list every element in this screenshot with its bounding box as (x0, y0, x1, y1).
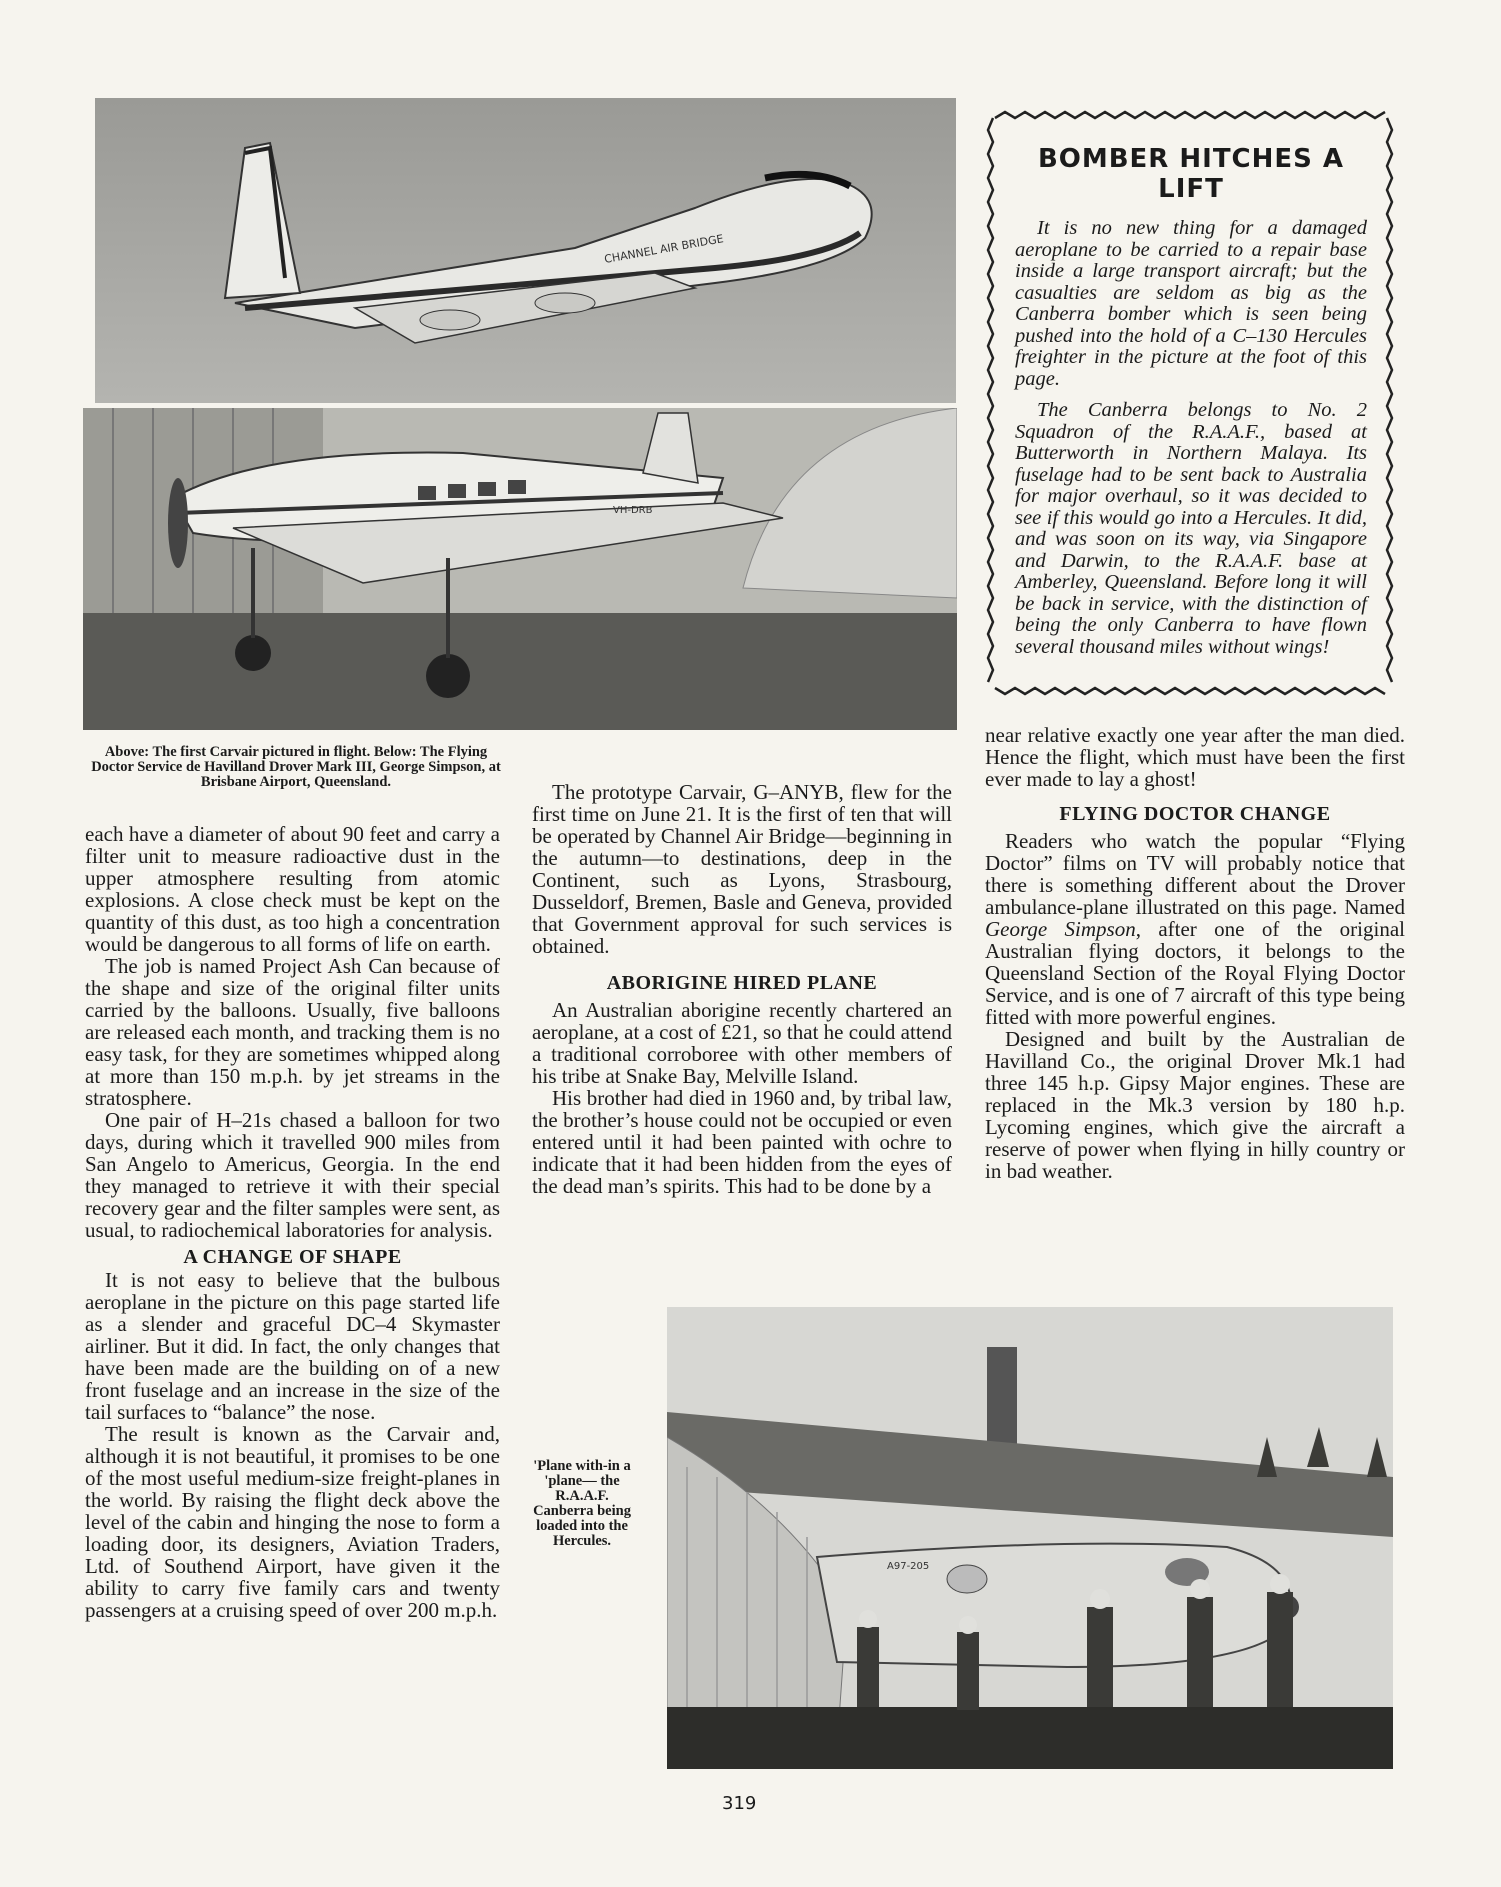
col3-paragraph (985, 830, 1405, 1028)
col2-paragraph: His brother had died in 1960 and, by tribal law, the brother’s house could not be occupied or even entered until it had been painted with ochre to indicate that it had been hidden from the eyes of the dead man’s spirits. This had to be done by a (532, 1086, 952, 1198)
hercules-photo (667, 1307, 1393, 1769)
col3-paragraph: Designed and built by the Australian de Havilland Co., the original Drover Mk.1 had three 145 h.p. Gipsy Major engines. These are replaced in the Mk.3 version by 180 h.p. Lycoming engines, which give the aircraft a reserve of power when flying in hilly country or in bad weather. (985, 1027, 1405, 1183)
drover-photo (83, 408, 957, 730)
canberra-serial: A97-205 (887, 1561, 930, 1572)
aircraft-name: George Simpson (985, 917, 1136, 941)
page-number: 319 (722, 1793, 757, 1814)
column-1 (85, 823, 500, 1621)
col3-text: , after one of the original Australian flying doctors, it belongs to the Queensland Section of the Royal Flying Doctor Service, and is one of 7 aircraft of this type being fitted with more powerful engines. (985, 917, 1406, 1029)
carvair-livery: CHANNEL AIR BRIDGE (603, 232, 725, 266)
col1-paragraph: The result is known as the Carvair and, although it is not beautiful, it promises to be one of the most useful medium-size freight-planes in the world. By raising the flight deck above the level of the cabin and hinging the nose to form a loading door, its designers, Aviation Traders, Ltd. of Southend Airport, have given it the ability to carry five family cars and twenty passengers at a cruising speed of over 200 m.p.h. (85, 1422, 500, 1622)
photo-caption-top: Above: The first Carvair pictured in flight. Below: The Flying Doctor Service de Havilland Drover Mark III, George Simpson, at Brisbane Airport, Queensland. (91, 744, 501, 790)
heading-flying-doctor-change: FLYING DOCTOR CHANGE (1059, 803, 1331, 825)
column-3 (985, 724, 1405, 1182)
col1-paragraph: The job is named Project Ash Can because of the shape and size of the original filter units carried by the balloons. Usually, five balloons are released each month, and tracking them is no easy task, for they are sometimes whipped along at more than 150 m.p.h. by jet streams in the stratosphere. (85, 954, 500, 1110)
carvair-illustration (95, 98, 956, 403)
drover-illustration (83, 408, 957, 730)
sidebar-box (985, 108, 1397, 698)
col2-paragraph: An Australian aborigine recently chartered an aeroplane, at a cost of £21, so that he could attend a traditional corroboree with other members of his tribe at Snake Bay, Melville Island. (532, 998, 952, 1088)
carvair-photo (95, 98, 956, 403)
photo-caption-hercules: 'Plane with-in a 'plane— the R.A.A.F. Canberra being loaded into the Hercules. (533, 1458, 631, 1549)
col2-paragraph: The prototype Carvair, G–ANYB, flew for the first time on June 21. It is the first of ten that will be operated by Channel Air Bridge—beginning in the autumn—to destinations, deep in the Continent, such as Lyons, Strasbourg, Dusseldorf, Bremen, Basle and Geneva, provided that Government approval for such services is obtained. (532, 780, 952, 958)
col3-text: Readers who watch the popular “Flying Doctor” films on TV will probably notice that there is something different about the Drover ambulance-plane illustrated on this page. Named (985, 829, 1405, 919)
sidebar-paragraph: The Canberra belongs to No. 2 Squadron of the R.A.A.F., based at Butterworth in Northern Malaya. Its fuselage had to be sent back to Australia for major overhaul, so it was decided to see if this would go into a Hercules. It did, and was soon on its way, via Singapore and Darwin, to the R.A.A.F. base at Amberley, Queensland. Before long it will be back in service, with the distinction of being the only Canberra to have flown several thousand miles without wings! (1015, 399, 1367, 658)
sidebar-paragraph: It is no new thing for a damaged aeroplane to be carried to a repair base inside a large transport aircraft; but the casualties are seldom as big as the Canberra bomber which is seen being pushed into the hold of a C–130 Hercules freighter in the picture at the foot of this page. (1015, 217, 1367, 390)
drover-registration: VH-DRB (613, 505, 653, 516)
col1-paragraph: One pair of H–21s chased a balloon for two days, during which it travelled 900 miles from San Angelo to Americus, Georgia. In the end they managed to retrieve it with their special recovery gear and the filter samples were sent, as usual, to radiochemical laboratories for analysis. (85, 1108, 500, 1242)
sidebar-title: BOMBER HITCHES A LIFT (1037, 144, 1345, 204)
col1-paragraph: It is not easy to believe that the bulbous aeroplane in the picture on this page started life as a slender and graceful DC–4 Skymaster airliner. But it did. In fact, the only changes that have been made are the building on of a new front fuselage and an increase in the size of the tail surfaces to “balance” the nose. (85, 1268, 500, 1424)
heading-change-of-shape: A CHANGE OF SHAPE (183, 1246, 402, 1268)
heading-aborigine-hired-plane: ABORIGINE HIRED PLANE (606, 972, 878, 994)
col1-paragraph: each have a diameter of about 90 feet and carry a filter unit to measure radioactive dust in the upper atmosphere resulting from atomic explosions. A close check must be kept on the quantity of this dust, as too high a concentration would be dangerous to all forms of life on earth. (85, 822, 500, 956)
col3-paragraph: near relative exactly one year after the man died. Hence the flight, which must have been the first ever made to lay a ghost! (985, 723, 1405, 791)
column-2 (532, 781, 952, 1197)
hercules-illustration (667, 1307, 1393, 1769)
